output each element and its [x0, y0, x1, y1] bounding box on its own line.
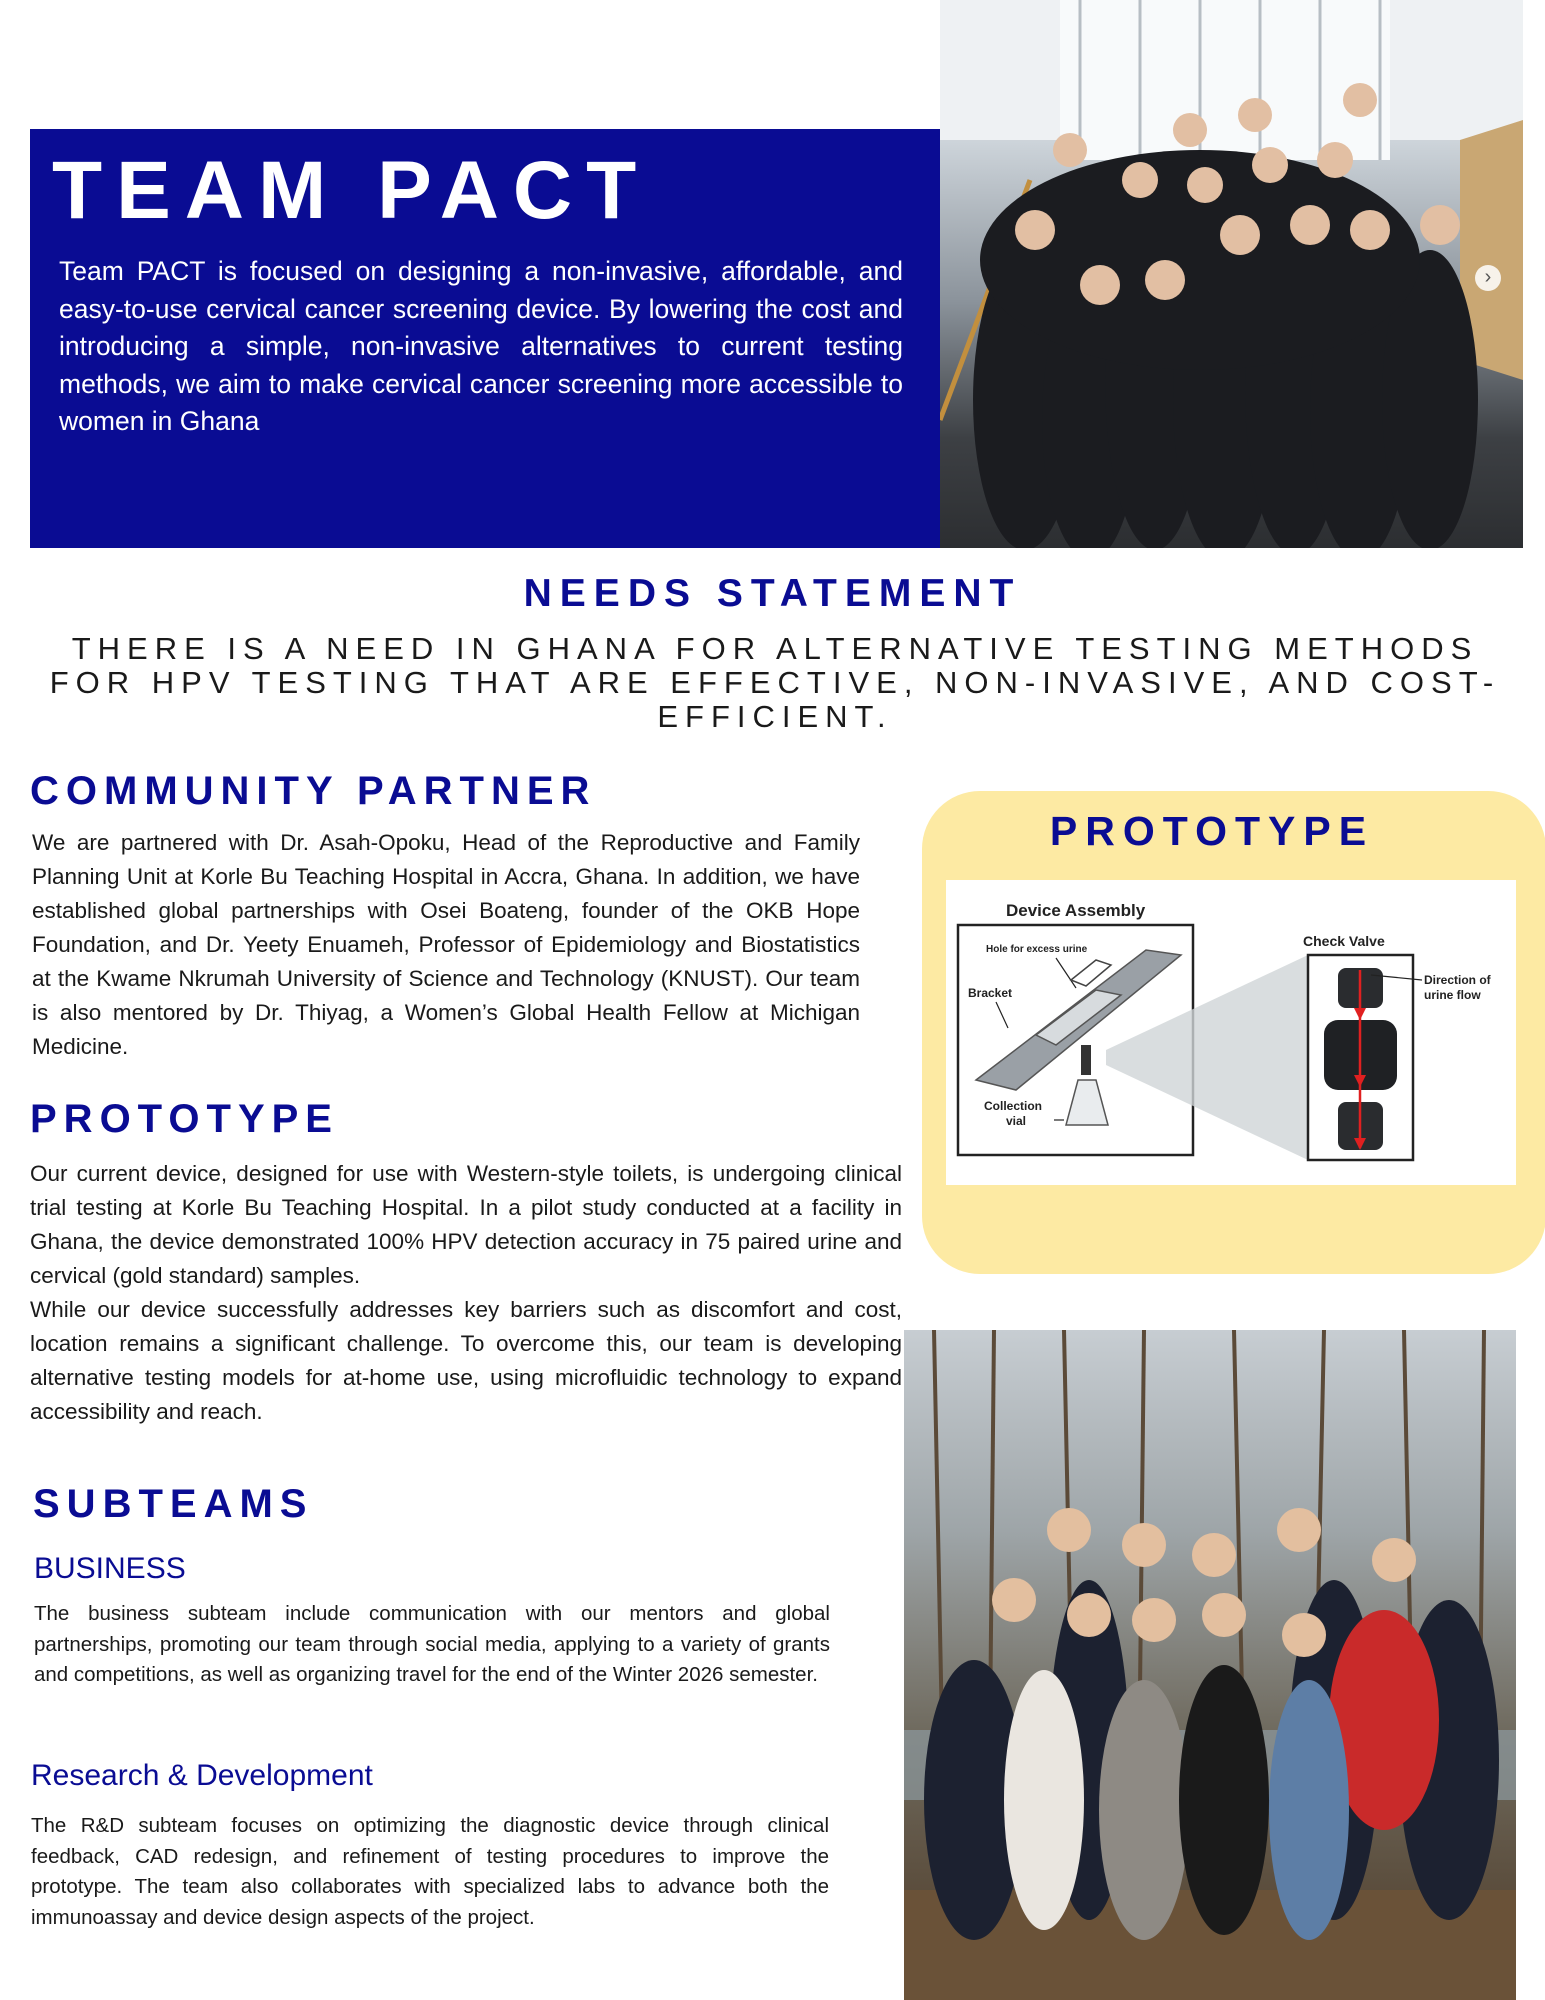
team-photo-illustration [940, 0, 1523, 548]
subteams-heading: SUBTEAMS [33, 1482, 314, 1526]
rnd-subteam-text: The R&D subteam focuses on optimizing the diagnostic device through clinical feedback, CAD redesign, and refinement of testing procedures to improve the prototype. The team also collaborates with specialized labs to advance both the immunoassay and device design aspects of the project. [31, 1814, 829, 1929]
prototype-text [30, 1157, 902, 1429]
prototype-paragraph-2: While our device successfully addresses key barriers such as discomfort and cost, location remains a significant challenge. To overcome this, our team is developing alternative testing models for at-home use, using microfluidic technology to expand accessibility and reach. [30, 1297, 902, 1424]
community-partner-text: We are partnered with Dr. Asah-Opoku, Head of the Reproductive and Family Planning Unit at Korle Bu Teaching Hospital in Accra, Ghana. In addition, we have established global partnerships with Osei Boateng, founder of the OKB Hope Foundation, and Dr. Yeety Enuameh, Professor of Epidemiology and Biostatistics at the Kwame Nkrumah University of Science and Technology (KNUST). Our team is also mentored by Dr. Thiyag, a Women’s Global Health Fellow at Michigan Medicine. [32, 830, 860, 1059]
bracket-pointer [996, 1002, 1008, 1028]
collection-vial [1066, 1080, 1108, 1125]
page-title: TEAM PACT [52, 145, 651, 236]
needs-statement-heading: NEEDS STATEMENT [523, 572, 1022, 615]
chevron-right-icon[interactable]: › [1475, 265, 1501, 291]
bracket-label: Bracket [968, 986, 1013, 1000]
rnd-subteam-heading: Research & Development [31, 1759, 373, 1792]
business-subteam-heading: BUSINESS [34, 1552, 186, 1585]
valve-title: Check Valve [1303, 933, 1385, 949]
vial-label-2: vial [1006, 1114, 1027, 1128]
team-photo-outdoor [904, 1330, 1516, 2000]
flow-label-1: Direction of [1424, 973, 1491, 987]
prototype-paragraph-1: Our current device, designed for use with Western-style toilets, is undergoing clinical trial testing at Korle Bu Teaching Hospital. In a pilot study conducted at a facility in Ghana, the device demonstrated 100% HPV detection accuracy in 75 paired urine and cervical (gold standard) samples. [30, 1161, 902, 1288]
flow-label-2: urine flow [1424, 988, 1481, 1002]
valve-stem [1081, 1045, 1091, 1075]
prototype-card-title: PROTOTYPE [1049, 808, 1375, 854]
hero-description: Team PACT is focused on designing a non-invasive, affordable, and easy-to-use cervical cancer screening device. By lowering the cost and introducing a simple, non-invasive alternatives to current testing methods, we aim to make cervical cancer screening more accessible to women in Ghana [59, 256, 903, 436]
prototype-heading: PROTOTYPE [30, 1097, 339, 1141]
hole-label: Hole for excess urine [986, 944, 1088, 955]
needs-statement-text: THERE IS A NEED IN GHANA FOR ALTERNATIVE TESTING METHODS FOR HPV TESTING THAT ARE EFFECTIVE, NON-INVASIVE, AND COST-EFFICIENT. [49, 631, 1501, 734]
team-photo-staircase [940, 0, 1523, 548]
business-subteam-text: The business subteam include communication with our mentors and global partnerships, promoting our team through social media, applying to a variety of grants and competitions, as well as organizing travel for the end of the Winter 2026 semester. [34, 1602, 830, 1686]
community-partner-heading: COMMUNITY PARTNER [30, 769, 597, 813]
team-photo-illustration [904, 1330, 1516, 2000]
hole-pointer [1056, 958, 1076, 988]
diagram-assembly-title: Device Assembly [1006, 901, 1146, 920]
vial-label-1: Collection [984, 1099, 1043, 1113]
device-assembly-diagram [946, 880, 1516, 1185]
